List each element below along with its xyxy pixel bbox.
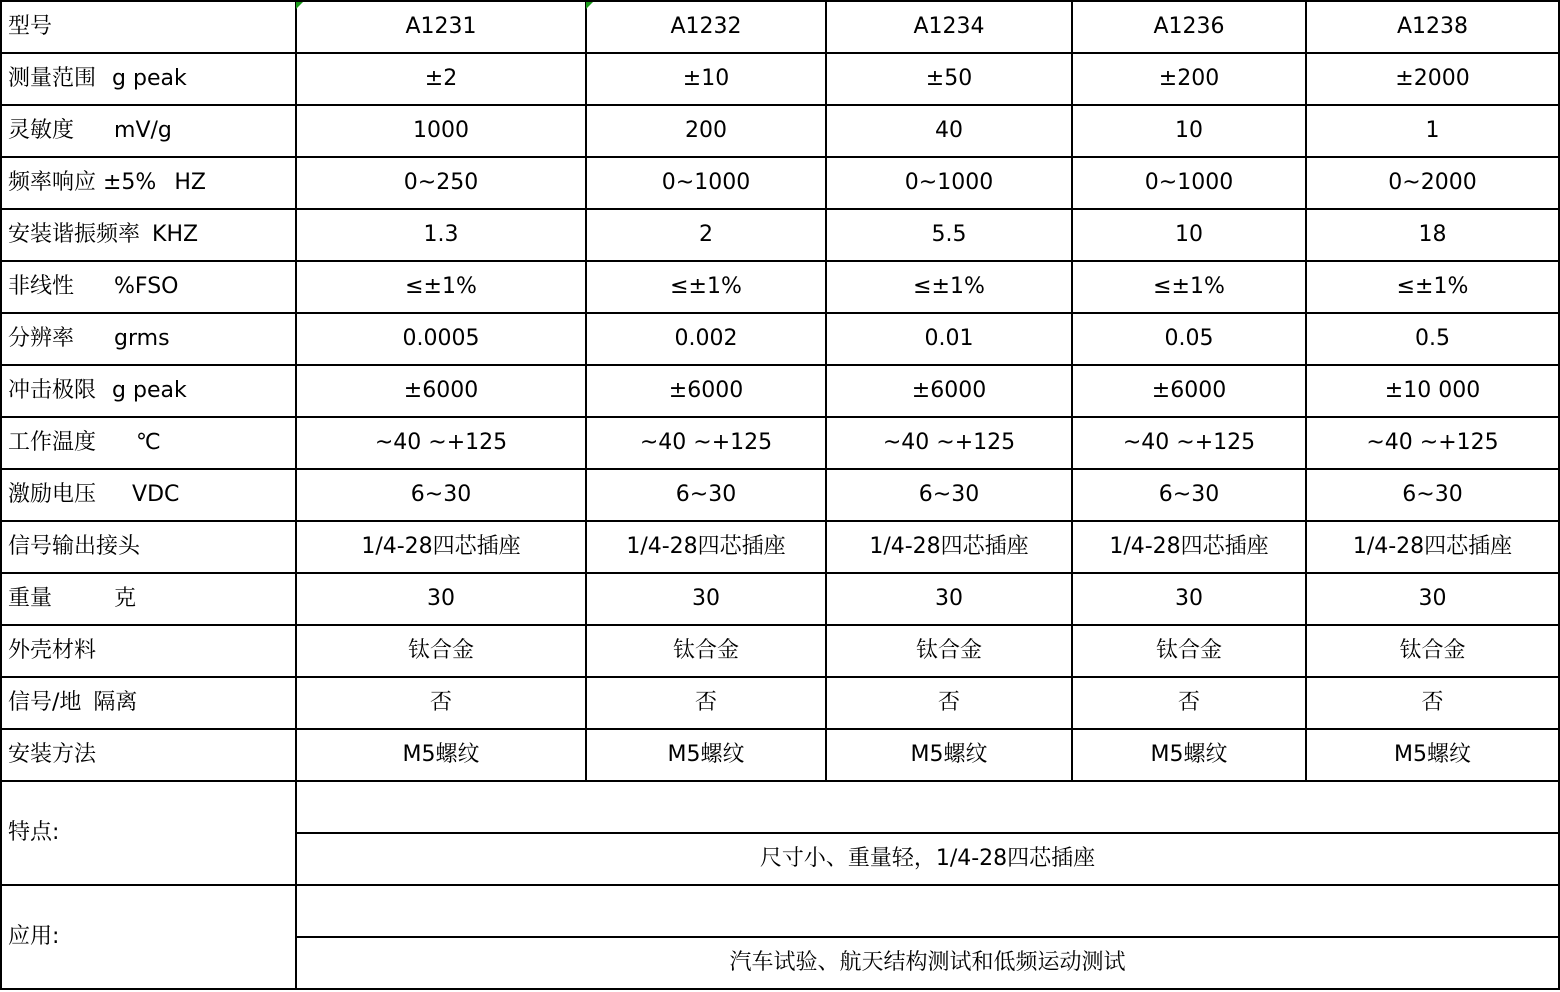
table-row [1,209,1559,261]
value-cell: M5螺纹 [826,729,1072,781]
features-row-top [1,781,1559,833]
value-cell: M5螺纹 [1072,729,1306,781]
corner-mark [296,2,303,9]
param-name: 分辨率 [8,326,75,351]
row-label [1,625,296,677]
model-cell: A1231 [296,1,586,53]
value-cell: 6~30 [1306,469,1559,521]
value-cell: 钛合金 [296,625,586,677]
value-cell: 10 [1072,209,1306,261]
row-label [1,157,296,209]
value-cell: 0.5 [1306,313,1559,365]
value-cell: 2 [586,209,826,261]
corner-mark [586,2,593,9]
param-name: 灵敏度 [8,118,75,143]
value-cell: 0.01 [826,313,1072,365]
value-cell: 30 [586,573,826,625]
param-unit: ℃ [136,430,161,455]
value-cell: ≤±1% [586,261,826,313]
param-unit: HZ [174,170,206,195]
features-label: 特点: [1,781,296,885]
value-cell: 钛合金 [826,625,1072,677]
param-unit: KHZ [152,222,199,247]
row-label [1,261,296,313]
value-cell: 200 [586,105,826,157]
features-text: 尺寸小、重量轻，1/4-28四芯插座 [296,833,1559,885]
value-cell: 钛合金 [1072,625,1306,677]
value-cell: 钛合金 [586,625,826,677]
value-cell: 10 [1072,105,1306,157]
table-row [1,157,1559,209]
value-cell: 6~30 [1072,469,1306,521]
table-row [1,573,1559,625]
value-cell: 1/4-28四芯插座 [1306,521,1559,573]
value-cell: 1/4-28四芯插座 [1072,521,1306,573]
value-cell: ±6000 [296,365,586,417]
value-cell: 1 [1306,105,1559,157]
table-row [1,677,1559,729]
table-row [1,105,1559,157]
value-cell: ±50 [826,53,1072,105]
value-cell: ≤±1% [1072,261,1306,313]
param-name: 测量范围 [8,66,97,91]
table-row [1,313,1559,365]
param-name: 安装谐振频率 [8,222,141,247]
value-cell: 钛合金 [1306,625,1559,677]
value-cell: ±2000 [1306,53,1559,105]
row-label [1,521,296,573]
param-name: 重量 [8,586,53,611]
header-label: 型号 [1,1,296,53]
value-cell: 30 [296,573,586,625]
table-row [1,729,1559,781]
applications-spacer [296,885,1559,937]
param-unit: g peak [112,66,187,91]
param-name: 冲击极限 [8,378,97,403]
value-cell: 30 [1072,573,1306,625]
table-row [1,625,1559,677]
value-cell: ~40 ~+125 [1072,417,1306,469]
value-cell: 0~1000 [586,157,826,209]
value-cell: 30 [826,573,1072,625]
value-cell: 0~1000 [826,157,1072,209]
param-name: 工作温度 [8,430,97,455]
value-cell: ≤±1% [296,261,586,313]
value-cell: 0.0005 [296,313,586,365]
value-cell: M5螺纹 [296,729,586,781]
value-cell: ±10 000 [1306,365,1559,417]
row-label [1,53,296,105]
table-row [1,365,1559,417]
value-cell: ≤±1% [1306,261,1559,313]
table-row [1,417,1559,469]
value-cell: ~40 ~+125 [1306,417,1559,469]
row-label [1,677,296,729]
value-cell: 否 [1072,677,1306,729]
value-cell: 0.002 [586,313,826,365]
table-row [1,261,1559,313]
param-name: 信号输出接头 [8,534,141,559]
row-label [1,365,296,417]
value-cell: ±6000 [586,365,826,417]
value-cell: 0~2000 [1306,157,1559,209]
model-cell: A1238 [1306,1,1559,53]
value-cell: 30 [1306,573,1559,625]
param-name: 信号/地 [8,690,82,715]
value-cell: 否 [826,677,1072,729]
value-cell: 6~30 [826,469,1072,521]
applications-text: 汽车试验、航天结构测试和低频运动测试 [296,937,1559,989]
value-cell: 6~30 [296,469,586,521]
value-cell: 1/4-28四芯插座 [826,521,1072,573]
value-cell: 否 [1306,677,1559,729]
value-cell: 否 [296,677,586,729]
value-cell: 0~250 [296,157,586,209]
value-cell: 40 [826,105,1072,157]
param-name: 外壳材料 [8,638,97,663]
param-unit: g peak [112,378,187,403]
value-cell: ±10 [586,53,826,105]
row-label [1,417,296,469]
value-cell: 0.05 [1072,313,1306,365]
applications-label: 应用: [1,885,296,989]
param-unit: 隔离 [93,690,138,715]
value-cell: 1.3 [296,209,586,261]
value-cell: 1/4-28四芯插座 [586,521,826,573]
value-cell: ±200 [1072,53,1306,105]
row-label [1,105,296,157]
value-cell: 1000 [296,105,586,157]
value-cell: ~40 ~+125 [586,417,826,469]
row-label [1,469,296,521]
value-cell: ±2 [296,53,586,105]
value-cell: ±6000 [1072,365,1306,417]
param-name: 频率响应 ±5% [8,170,157,195]
applications-row-top [1,885,1559,937]
value-cell: 6~30 [586,469,826,521]
table-row [1,521,1559,573]
param-unit: %FSO [114,274,179,299]
param-unit: mV/g [114,118,172,143]
table-row [1,53,1559,105]
value-cell: ~40 ~+125 [826,417,1072,469]
row-label [1,729,296,781]
value-cell: 否 [586,677,826,729]
model-cell: A1232 [586,1,826,53]
value-cell: M5螺纹 [586,729,826,781]
row-label [1,313,296,365]
param-name: 激励电压 [8,482,97,507]
value-cell: ~40 ~+125 [296,417,586,469]
model-cell: A1236 [1072,1,1306,53]
spec-rows [1,53,1559,781]
value-cell: 1/4-28四芯插座 [296,521,586,573]
value-cell: M5螺纹 [1306,729,1559,781]
value-cell: 5.5 [826,209,1072,261]
row-label [1,573,296,625]
table-row [1,469,1559,521]
param-unit: VDC [132,482,180,507]
header-row [1,1,1559,53]
model-cell: A1234 [826,1,1072,53]
value-cell: 0~1000 [1072,157,1306,209]
param-name: 安装方法 [8,742,97,767]
value-cell: ±6000 [826,365,1072,417]
features-spacer [296,781,1559,833]
param-unit: 克 [114,586,137,611]
param-name: 非线性 [8,274,75,299]
row-label [1,209,296,261]
param-unit: grms [114,326,170,351]
value-cell: 18 [1306,209,1559,261]
value-cell: ≤±1% [826,261,1072,313]
